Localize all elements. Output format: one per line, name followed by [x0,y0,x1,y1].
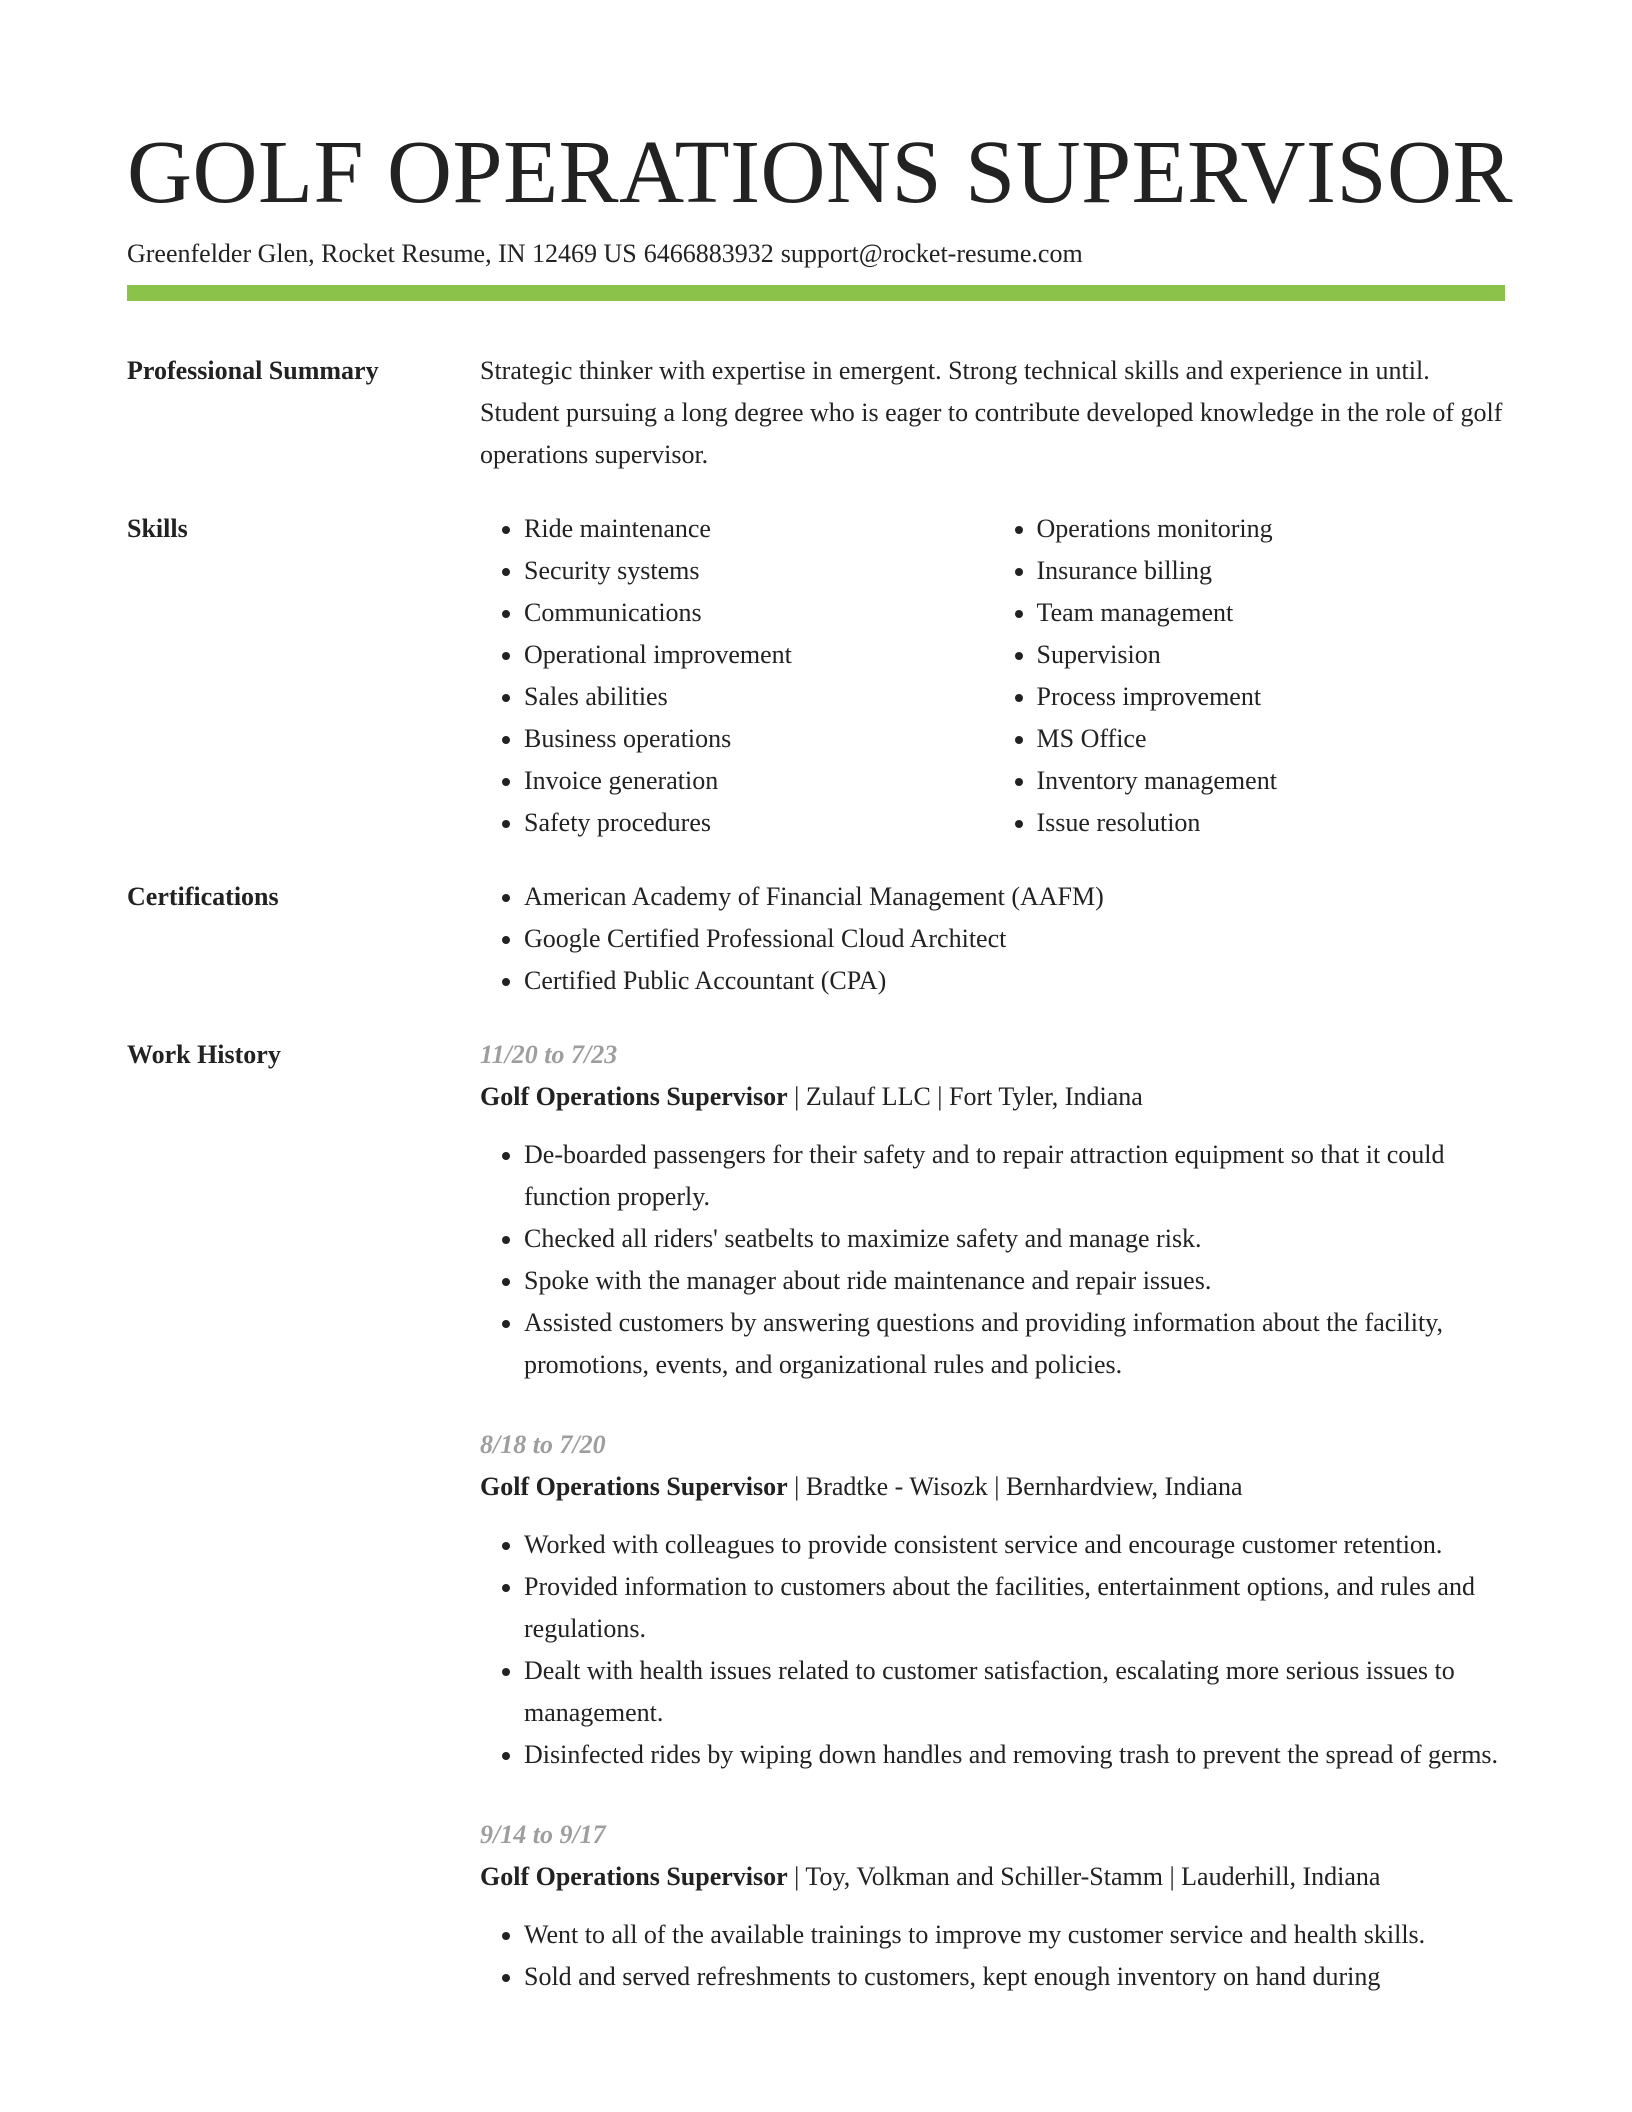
job-bullet: • Assisted customers by answering questions and providing information about the facility, promotions, events, and organizational rules and policies. [524,1302,1505,1386]
summary-text: Strategic thinker with expertise in emergent. Strong technical skills and experience in until. Student pursuing a long degree who is eager to contribute developed knowledge in the role of golf operations supervisor. [480,356,1503,469]
job-bullet: • Spoke with the manager about ride maintenance and repair issues. [524,1260,1505,1302]
job-bullet: • Disinfected rides by wiping down handles and removing trash to prevent the spread of germs. [524,1734,1505,1776]
job-bullets [480,1134,1505,1386]
job-bullet: • Worked with colleagues to provide consistent service and encourage customer retention. [524,1524,1505,1566]
job-dates: 9/14 to 9/17 [480,1820,606,1849]
skill-item: • Invoice generation [524,760,993,802]
job-heading [480,1856,1505,1898]
job-entry [480,1424,1505,1776]
summary-body [480,350,1505,476]
section-label-skills: Skills [127,514,188,543]
section-label-certifications: Certifications [127,882,279,911]
job-bullet: • Dealt with health issues related to customer satisfaction, escalating more serious issues to management. [524,1650,1505,1734]
job-bullet: • De-boarded passengers for their safety and to repair attraction equipment so that it could function properly. [524,1134,1505,1218]
skill-item: • Process improvement [1037,676,1506,718]
skills-body [480,508,1505,844]
skill-item: • Safety procedures [524,802,993,844]
contact-line [127,236,1505,272]
skill-item: • Business operations [524,718,993,760]
certification-item: • Google Certified Professional Cloud Architect [524,918,1505,960]
skills-section [127,508,1505,844]
job-details: | Zulauf LLC | Fort Tyler, Indiana [787,1082,1143,1111]
skill-item: • Operational improvement [524,634,993,676]
job-heading [480,1466,1505,1508]
skill-item: • Sales abilities [524,676,993,718]
job-bullet: • Went to all of the available trainings to improve my customer service and health skills. [524,1914,1505,1956]
certifications-body [480,876,1505,1002]
work-history-body [480,1034,1505,2036]
contact-phone: 6466883932 [643,239,774,268]
certifications-list [480,876,1505,1002]
section-label-work-history: Work History [127,1040,281,1069]
resume-body [127,350,1505,2068]
job-heading [480,1076,1505,1118]
job-bullet: • Checked all riders' seatbelts to maximize safety and manage risk. [524,1218,1505,1260]
job-dates: 8/18 to 7/20 [480,1430,606,1459]
header-divider [127,285,1505,301]
job-bullets [480,1524,1505,1776]
certifications-section [127,876,1505,1002]
certification-item: • American Academy of Financial Management (AAFM) [524,876,1505,918]
job-details: | Toy, Volkman and Schiller-Stamm | Lauderhill, Indiana [787,1862,1381,1891]
skill-item: • Operations monitoring [1037,508,1506,550]
job-bullet: • Sold and served refreshments to customers, kept enough inventory on hand during [524,1956,1505,1998]
skill-item: • Ride maintenance [524,508,993,550]
job-title: Golf Operations Supervisor [480,1082,788,1111]
skill-item: • Security systems [524,550,993,592]
job-dates: 11/20 to 7/23 [480,1040,618,1069]
job-bullet: • Provided information to customers about the facilities, entertainment options, and rules and regulations. [524,1566,1505,1650]
skill-item: • Communications [524,592,993,634]
skill-item: • Insurance billing [1037,550,1506,592]
job-bullets [480,1914,1505,1998]
contact-email: support@rocket-resume.com [780,239,1083,268]
job-title: Golf Operations Supervisor [480,1862,788,1891]
skills-list-left [480,508,993,844]
skills-list-right [993,508,1506,844]
resume-header [127,118,1514,272]
skill-item: • MS Office [1037,718,1506,760]
skill-item: • Team management [1037,592,1506,634]
summary-section [127,350,1505,476]
job-entry [480,1034,1505,1386]
skill-item: • Issue resolution [1037,802,1506,844]
contact-address: Greenfelder Glen, Rocket Resume, IN 12469 US [127,239,637,268]
job-title: Golf Operations Supervisor [480,1472,788,1501]
section-label-summary: Professional Summary [127,356,379,385]
work-history-section [127,1034,1505,2036]
skill-item: • Inventory management [1037,760,1506,802]
certification-item: • Certified Public Accountant (CPA) [524,960,1505,1002]
resume-title: GOLF OPERATIONS SUPERVISOR [127,123,1514,222]
job-entry [480,1814,1505,1998]
skill-item: • Supervision [1037,634,1506,676]
job-details: | Bradtke - Wisozk | Bernhardview, Indiana [787,1472,1243,1501]
